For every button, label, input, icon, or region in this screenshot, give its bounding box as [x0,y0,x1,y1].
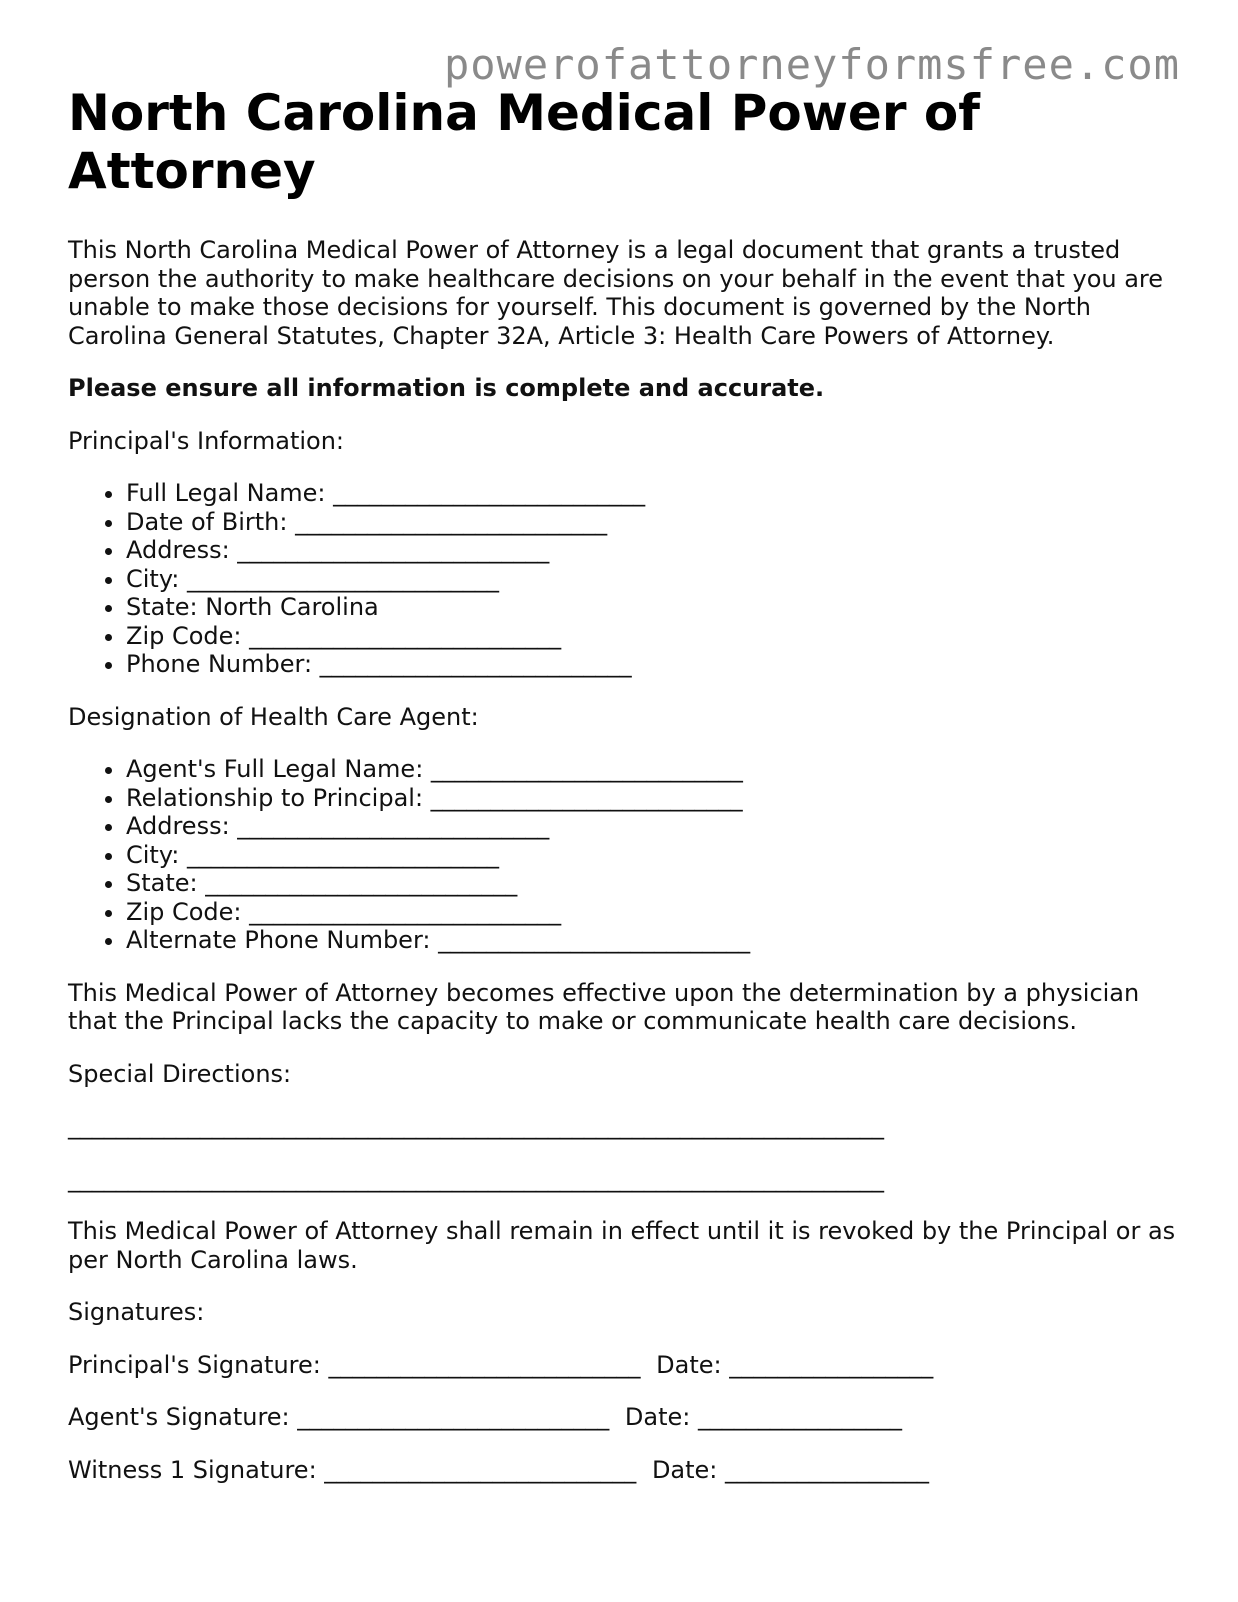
intro-paragraph: This North Carolina Medical Power of Attorney is a legal document that grants a trusted person the authority to make healthcare decisions on your behalf in the event that you are unable to make those decisions for yourself. This document is governed by the North Carolina General Statutes, Chapter 32A, Article 3: Health Care Powers of Attorney. [68,236,1164,350]
principal-signature-row [68,1351,1178,1380]
witness-1-signature-row [68,1456,1178,1485]
principal-fields-list [68,479,1178,679]
principal-section-heading: Principal's Information: [68,426,345,455]
principal-state-field: • State: North Carolina [126,593,1178,622]
special-directions-heading: Special Directions: [68,1059,292,1088]
signatures-heading: Signatures: [68,1298,205,1326]
special-directions-line-2: ____________________________________________________________________ [68,1164,884,1193]
agent-signature-row [68,1403,1178,1432]
witness-1-signature-field: Witness 1 Signature: __________________________ [68,1455,637,1484]
document-page [68,84,1178,1508]
document-title: North Carolina Medical Power of Attorney [68,84,981,200]
agent-state-field: • State: __________________________ [126,869,1178,898]
agent-full-name-field: • Agent's Full Legal Name: __________________________ [126,755,1178,784]
site-watermark: powerofattorneyformsfree.com [443,40,1180,89]
agent-signature-date: Date: _________________ [624,1403,902,1431]
principal-address-field: • Address: __________________________ [126,536,1178,565]
principal-phone-field: • Phone Number: __________________________ [126,650,1178,679]
principal-signature-field: Principal's Signature: __________________________ [68,1350,641,1379]
agent-city-field: • City: __________________________ [126,841,1178,870]
principal-signature-date: Date: _________________ [656,1350,934,1379]
agent-relationship-field: • Relationship to Principal: __________________________ [126,784,1178,813]
principal-city-field: • City: __________________________ [126,565,1178,594]
agent-zip-field: • Zip Code: __________________________ [126,898,1178,927]
principal-full-name-field: • Full Legal Name: __________________________ [126,479,1178,508]
completeness-notice: Please ensure all information is complete and accurate. [68,374,825,402]
agent-signature-field: Agent's Signature: __________________________ [68,1403,610,1431]
agent-section-heading: Designation of Health Care Agent: [68,702,479,731]
principal-zip-field: • Zip Code: __________________________ [126,622,1178,651]
principal-dob-field: • Date of Birth: __________________________ [126,508,1178,537]
agent-address-field: • Address: __________________________ [126,812,1178,841]
duration-clause: This Medical Power of Attorney shall remain in effect until it is revoked by the Principal or as per North Carolina laws. [68,1217,1176,1274]
special-directions-line-1: ____________________________________________________________________ [68,1112,884,1140]
agent-fields-list [68,755,1178,955]
effective-clause: This Medical Power of Attorney becomes effective upon the determination by a physician that the Principal lacks the capacity to make or communicate health care decisions. [68,978,1140,1035]
witness-1-signature-date: Date: _________________ [651,1455,930,1484]
agent-alternate-phone-field: • Alternate Phone Number: __________________________ [126,926,1178,955]
